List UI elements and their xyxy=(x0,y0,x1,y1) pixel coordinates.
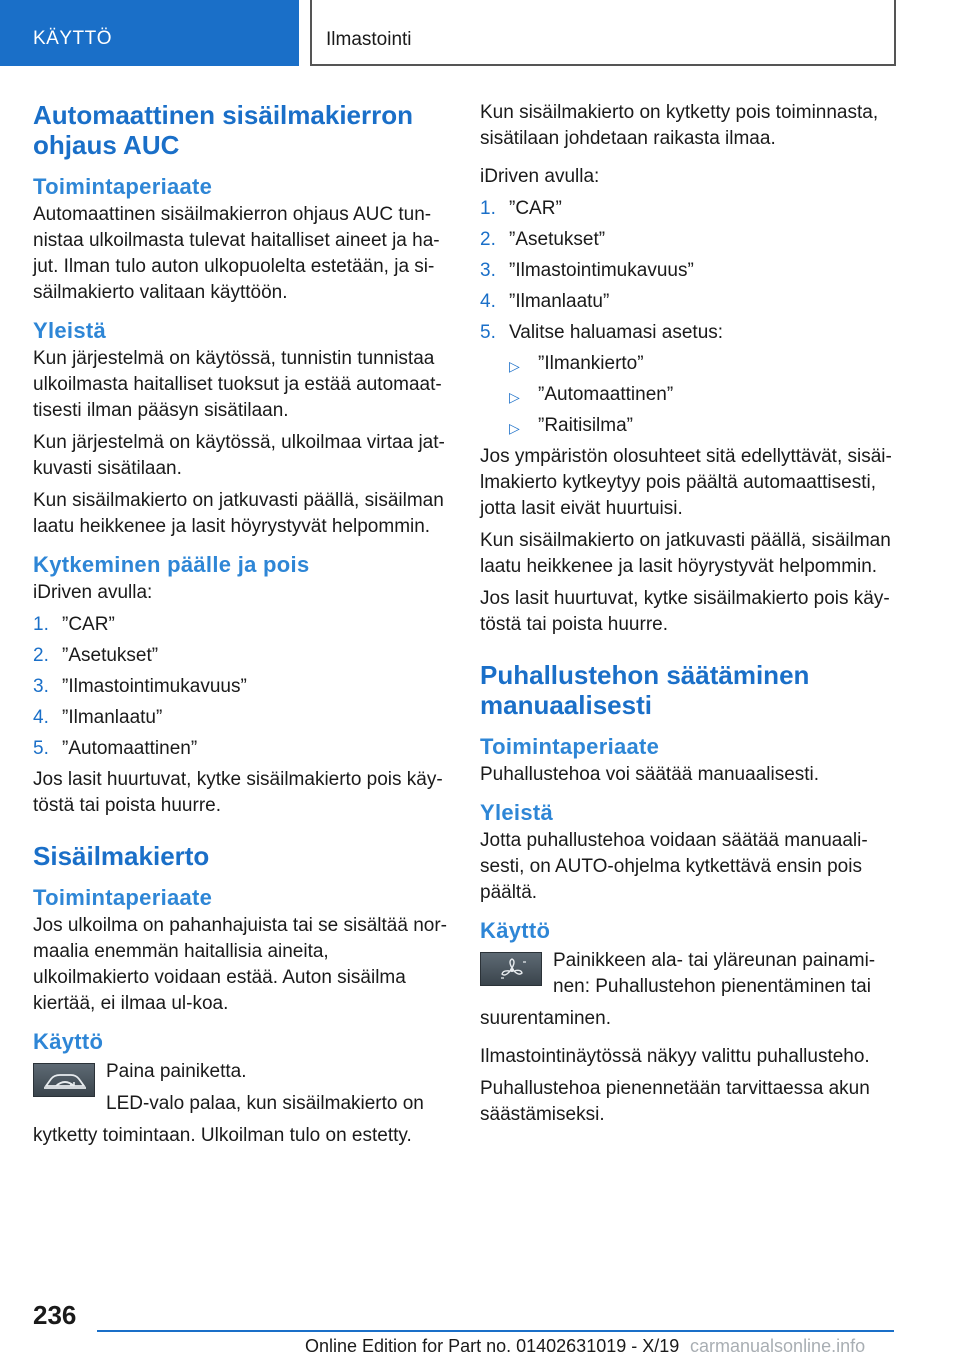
blower-use-row xyxy=(480,948,895,1000)
option-text: ”Ilmankierto” xyxy=(538,353,644,374)
header-tab-label: KÄYTTÖ xyxy=(33,28,113,49)
auc-general-text-3: Kun sisäilmakierto on jatkuvasti päällä, sisäilman laatu heikkenee ja lasit höyrystyvät helpommin. xyxy=(33,490,444,537)
recirc-steps-list xyxy=(480,196,895,351)
auc-switch-heading: Kytkeminen päälle ja pois xyxy=(33,552,310,577)
step-text: ”Automaattinen” xyxy=(62,738,198,759)
step-text: ”Asetukset” xyxy=(62,645,159,666)
fan-icon xyxy=(480,952,542,986)
left-column xyxy=(33,100,448,1155)
step-text: ”Ilmanlaatu” xyxy=(62,707,163,728)
right-column xyxy=(480,100,895,1134)
blower-display-text: Ilmastointinäytössä näkyy valittu puhallusteho. xyxy=(480,1046,870,1067)
list-item xyxy=(33,674,448,705)
recirc-use-heading: Käyttö xyxy=(33,1029,104,1054)
watermark: carmanualsonline.info xyxy=(690,1336,866,1356)
recirc-use-text-3: kytketty toimintaan. Ulkoilman tulo on estetty. xyxy=(33,1125,412,1146)
list-item xyxy=(509,382,895,413)
step-number: 4. xyxy=(33,707,49,728)
auc-general-text-2: Kun järjestelmä on käytössä, ulkoilmaa virtaa jat-kuvasti sisätilaan. xyxy=(33,432,445,479)
list-item xyxy=(33,643,448,674)
auc-principle-heading: Toimintaperiaate xyxy=(33,174,213,199)
blower-use-text-1: Painikkeen ala- tai yläreunan painami-nen: Puhallustehon pienentäminen tai xyxy=(553,950,876,997)
recirc-cont-text: Kun sisäilmakierto on jatkuvasti päällä, sisäilman laatu heikkenee ja lasit höyrystyvät helpommin. xyxy=(480,530,891,577)
list-item xyxy=(33,705,448,736)
triangle-bullet-icon: ▷ xyxy=(509,358,520,374)
header-tab xyxy=(0,0,299,66)
recirc-use-row xyxy=(33,1059,448,1117)
recirc-principle-heading: Toimintaperiaate xyxy=(33,885,213,910)
recirc-use-text-1: Paina painiketta. xyxy=(106,1061,247,1082)
recirc-fog-text: Jos lasit huurtuvat, kytke sisäilmakierto pois käy-töstä tai poista huurre. xyxy=(480,588,890,635)
list-item xyxy=(480,196,895,227)
auc-steps-list xyxy=(33,612,448,767)
step-number: 3. xyxy=(480,260,496,281)
option-text: ”Automaattinen” xyxy=(538,384,674,405)
header-title-box xyxy=(312,0,896,66)
blower-use-text-2: suurentaminen. xyxy=(480,1008,611,1029)
auc-switch-text: iDriven avulla: xyxy=(33,582,153,603)
step-text: ”Ilmastointimukavuus” xyxy=(509,260,694,281)
recirc-principle-text: Jos ulkoilma on pahanhajuista tai se sisältää nor-maalia enemmän haitallisia aineita, ulkoilmakierto voidaan estää. Auton sisäilma kiertää, ei ilmaa ul-koa. xyxy=(33,915,448,1014)
recirc-heading: Sisäilmakierto xyxy=(33,841,210,871)
step-text: Valitse haluamasi asetus: xyxy=(509,322,724,343)
blower-heading: Puhallustehon säätäminen manuaalisesti xyxy=(480,660,810,720)
auc-general-heading: Yleistä xyxy=(33,318,107,343)
footer-divider xyxy=(97,1330,894,1332)
step-text: ”CAR” xyxy=(62,614,115,635)
auc-heading: Automaattinen sisäilmakierron ohjaus AUC xyxy=(33,100,413,160)
step-number: 2. xyxy=(33,645,49,666)
list-item xyxy=(509,413,895,444)
blower-save-text: Puhallustehoa pienennetään tarvittaessa akun säästämiseksi. xyxy=(480,1078,870,1125)
blower-use-heading: Käyttö xyxy=(480,918,551,943)
header-title: Ilmastointi xyxy=(326,29,412,50)
list-item xyxy=(480,227,895,258)
car-recirculation-icon xyxy=(33,1063,95,1097)
step-text: ”Ilmastointimukavuus” xyxy=(62,676,247,697)
blower-principle-text: Puhallustehoa voi säätää manuaalisesti. xyxy=(480,764,820,785)
blower-general-heading: Yleistä xyxy=(480,800,554,825)
list-item xyxy=(480,258,895,289)
step-number: 3. xyxy=(33,676,49,697)
step-number: 5. xyxy=(33,738,49,759)
triangle-bullet-icon: ▷ xyxy=(509,420,520,436)
list-item xyxy=(509,351,895,382)
step-number: 5. xyxy=(480,322,496,343)
auc-principle-text: Automaattinen sisäilmakierron ohjaus AUC tun-nistaa ulkoilmasta tulevat haitalliset aineet ja ha-jut. Ilman tulo auton ulkopuolelta estetään, ja si-säilmakierto valitaan käyttöön. xyxy=(33,204,440,303)
auc-fog-text: Jos lasit huurtuvat, kytke sisäilmakierto pois käy-töstä tai poista huurre. xyxy=(33,769,443,816)
auc-general-text-1: Kun järjestelmä on käytössä, tunnistin tunnistaa ulkoilmasta haitalliset tuoksut ja estää automaat-tisesti ilman pääsyn sisätilaan. xyxy=(33,348,442,421)
recirc-idrive-text: iDriven avulla: xyxy=(480,166,600,187)
step-text: ”CAR” xyxy=(509,198,562,219)
step-number: 1. xyxy=(480,198,496,219)
list-item xyxy=(33,736,448,767)
step-text: ”Ilmanlaatu” xyxy=(509,291,610,312)
footer-edition: Online Edition for Part no. 01402631019 - X/19 xyxy=(305,1336,680,1356)
recirc-use-text-2: LED-valo palaa, kun sisäilmakierto on xyxy=(106,1093,424,1114)
step-number: 1. xyxy=(33,614,49,635)
step-number: 2. xyxy=(480,229,496,250)
option-text: ”Raitisilma” xyxy=(538,415,633,436)
list-item xyxy=(480,289,895,320)
step-number: 4. xyxy=(480,291,496,312)
list-item xyxy=(480,320,895,351)
list-item xyxy=(33,612,448,643)
page-number: 236 xyxy=(33,1300,77,1330)
blower-general-text: Jotta puhallustehoa voidaan säätää manuaali-sesti, on AUTO-ohjelma kytkettävä ensin pois päältä. xyxy=(480,830,868,903)
recirc-off-text: Kun sisäilmakierto on kytketty pois toiminnasta, sisätilaan johdetaan raikasta ilmaa. xyxy=(480,102,879,149)
recirc-options-list xyxy=(480,351,895,444)
recirc-env-text: Jos ympäristön olosuhteet sitä edellyttävät, sisäi-lmakierto kytkeytyy pois päältä automaattisesti, jotta lasit eivät huurtuisi. xyxy=(480,446,892,519)
step-text: ”Asetukset” xyxy=(509,229,606,250)
blower-principle-heading: Toimintaperiaate xyxy=(480,734,660,759)
triangle-bullet-icon: ▷ xyxy=(509,389,520,405)
